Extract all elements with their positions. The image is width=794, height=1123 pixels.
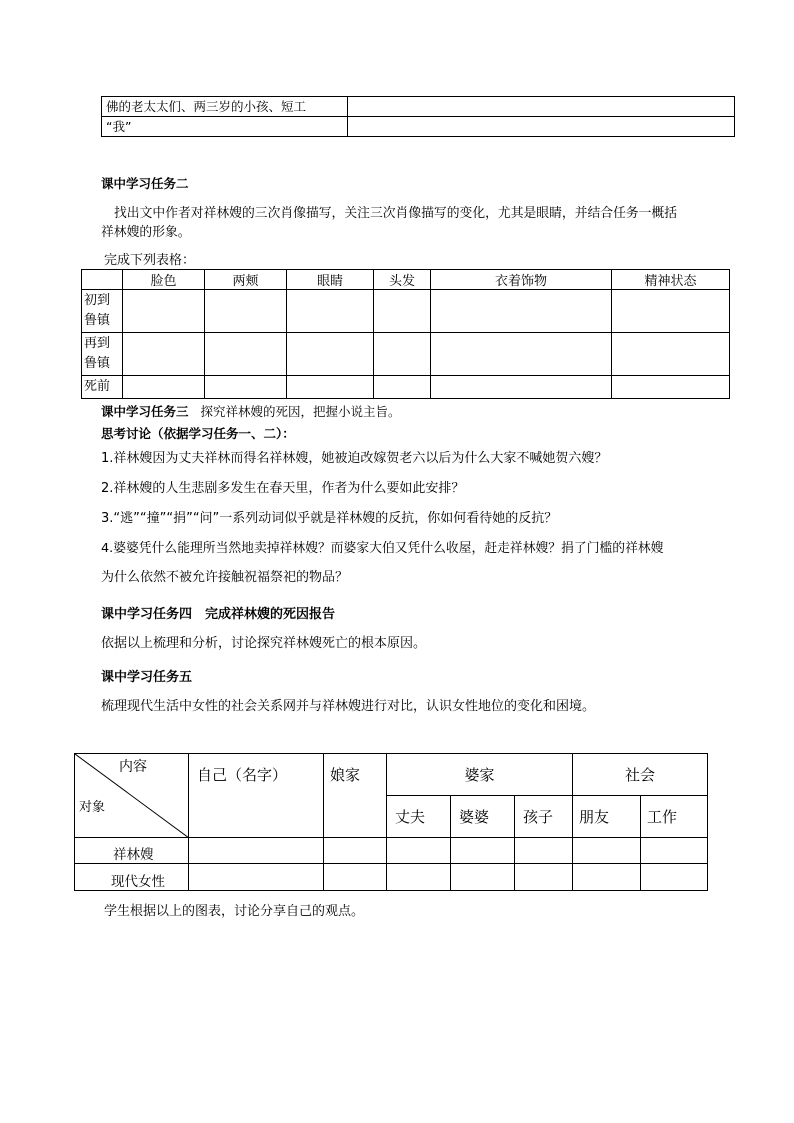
diagonal-bottom-label: 对象: [79, 800, 106, 815]
table-continued: [101, 96, 735, 137]
table-cell: 佛的老太太们、两三岁的小孩、短工: [102, 97, 348, 117]
question-1: 1.祥林嫂因为丈夫祥林而得名祥林嫂，她被迫改嫁贺老六以后为什么大家不喊她贺六嫂？: [101, 451, 608, 466]
table-header-row: [82, 270, 730, 290]
row-label: 祥林嫂: [75, 838, 189, 864]
question-3: 3.“逃”“撞”“捐”“问”一系列动词似乎就是祥林嫂的反抗，你如何看待她的反抗？: [101, 511, 558, 526]
header-cell: [82, 270, 123, 290]
discussion-title: 思考讨论（依据学习任务一、二）：: [101, 426, 295, 441]
header-cell: 眼睛: [287, 270, 374, 290]
header-cell: 头发: [374, 270, 431, 290]
portrait-table: [81, 269, 730, 399]
sub-child: 孩子: [515, 796, 573, 838]
table-cell: [348, 117, 735, 137]
table-row: [102, 117, 735, 137]
col-natal: 娘家: [324, 754, 387, 838]
task4-heading: 课中学习任务四 完成祥林嫂的死因报告: [101, 607, 336, 622]
row-label: 再到 鲁镇: [82, 333, 123, 376]
closing-text: 学生根据以上的图表，讨论分享自己的观点。: [104, 904, 365, 919]
task2-heading: 课中学习任务二: [101, 176, 189, 191]
task4-body: 依据以上梳理和分析，讨论探究祥林嫂死亡的根本原因。: [101, 636, 427, 651]
header-cell: 衣着饰物: [431, 270, 612, 290]
diagonal-header-cell: [75, 754, 189, 838]
row-label: 现代女性: [75, 864, 189, 891]
relation-table: [74, 753, 707, 894]
table-caption: 完成下列表格：: [104, 253, 196, 268]
table-row: [102, 97, 735, 117]
header-cell: 脸色: [123, 270, 205, 290]
header-cell: 两颊: [205, 270, 287, 290]
question-2: 2.祥林嫂的人生悲剧多发生在春天里，作者为什么要如此安排？: [101, 481, 465, 496]
task5-body: 梳理现代生活中女性的社会关系网并与祥林嫂进行对比，认识女性地位的变化和困境。: [101, 699, 596, 714]
task3-heading: 课中学习任务三 探究祥林嫂的死因，把握小说主旨。: [101, 404, 401, 419]
task2-body-line2: 祥林嫂的形象。: [101, 225, 191, 240]
sub-motherinlaw: 婆婆: [451, 796, 515, 838]
col-society: 社会: [573, 754, 708, 796]
table-cell: [348, 97, 735, 117]
sub-work: 工作: [641, 796, 708, 838]
question-4-line1: 4.婆婆凭什么能理所当然地卖掉祥林嫂？而婆家大伯又凭什么收屋，赶走祥林嫂？捐了门槛的祥林嫂: [101, 541, 664, 556]
table-row: [82, 376, 730, 399]
row-label: 死前: [82, 376, 123, 399]
col-inlaw: 婆家: [387, 754, 573, 796]
row-label: 初到 鲁镇: [82, 290, 123, 333]
table-cell: “我”: [102, 117, 348, 137]
sub-friend: 朋友: [573, 796, 641, 838]
question-4-line2: 为什么依然不被允许接触祝福祭祀的物品？: [101, 570, 349, 585]
sub-husband: 丈夫: [387, 796, 451, 838]
task2-body-line1: 找出文中作者对祥林嫂的三次肖像描写，关注三次肖像描写的变化，尤其是眼睛，并结合任务一概括: [114, 206, 678, 221]
table-row: [82, 290, 730, 333]
header-cell: 精神状态: [612, 270, 730, 290]
col-self: 自己（名字）: [189, 754, 324, 838]
table-row: [82, 333, 730, 376]
diagonal-top-label: 内容: [119, 759, 147, 775]
task5-heading: 课中学习任务五: [101, 670, 193, 685]
